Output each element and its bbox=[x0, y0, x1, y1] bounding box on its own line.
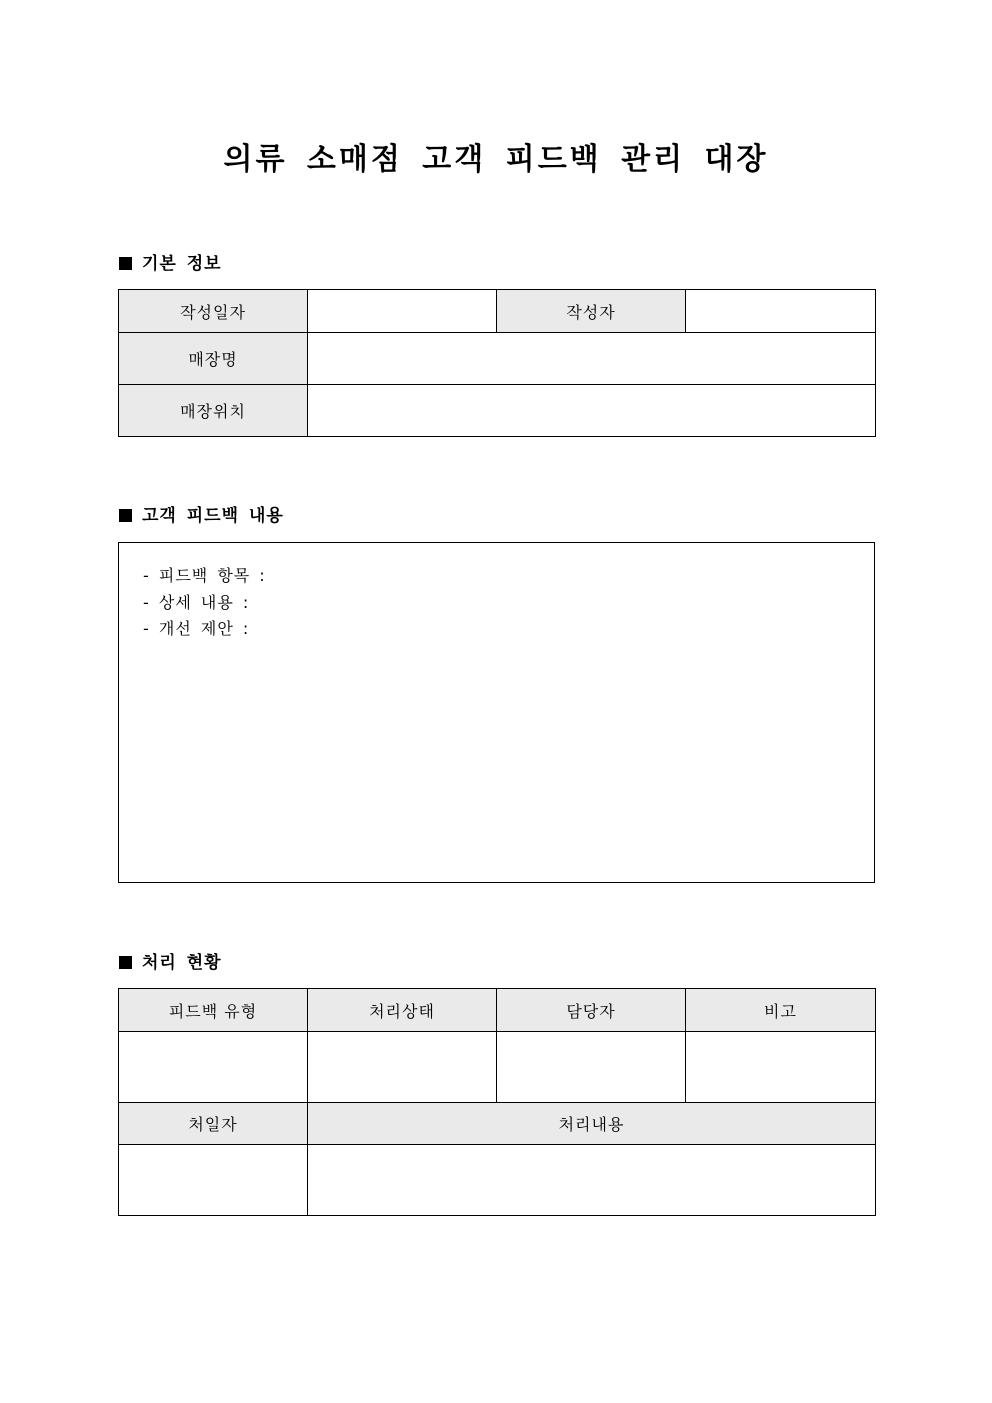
feedback-content-box[interactable] bbox=[118, 542, 875, 883]
author-field[interactable] bbox=[686, 290, 876, 333]
status-field[interactable] bbox=[308, 1032, 497, 1103]
square-bullet-icon bbox=[119, 509, 132, 522]
feedback-type-header: 피드백 유형 bbox=[119, 989, 308, 1032]
processed-date-label: 처일자 bbox=[119, 1103, 308, 1145]
processing-heading-text: 처리 현황 bbox=[142, 953, 222, 973]
assignee-field[interactable] bbox=[497, 1032, 686, 1103]
remarks-field[interactable] bbox=[686, 1032, 876, 1103]
assignee-header: 담당자 bbox=[497, 989, 686, 1032]
author-label: 작성자 bbox=[497, 290, 686, 333]
feedback-heading-text: 고객 피드백 내용 bbox=[142, 506, 284, 526]
feedback-suggestion-line: - 개선 제안 : bbox=[143, 619, 250, 638]
processing-content-field[interactable] bbox=[308, 1145, 876, 1216]
processing-table bbox=[118, 988, 876, 1216]
processing-heading bbox=[119, 952, 222, 974]
basic-info-heading-text: 기본 정보 bbox=[142, 254, 222, 274]
store-name-label: 매장명 bbox=[119, 333, 308, 385]
feedback-type-field[interactable] bbox=[119, 1032, 308, 1103]
basic-info-heading bbox=[119, 253, 222, 275]
store-location-label: 매장위치 bbox=[119, 385, 308, 437]
page-title: 의류 소매점 고객 피드백 관리 대장 bbox=[223, 142, 769, 177]
processed-date-field[interactable] bbox=[119, 1145, 308, 1216]
store-name-field[interactable] bbox=[308, 333, 876, 385]
date-field[interactable] bbox=[308, 290, 497, 333]
store-location-field[interactable] bbox=[308, 385, 876, 437]
remarks-header: 비고 bbox=[686, 989, 876, 1032]
status-header: 처리상태 bbox=[308, 989, 497, 1032]
square-bullet-icon bbox=[119, 257, 132, 270]
feedback-heading bbox=[119, 505, 284, 527]
date-label: 작성일자 bbox=[119, 290, 308, 333]
feedback-detail-line: - 상세 내용 : bbox=[143, 592, 250, 612]
basic-info-table bbox=[118, 289, 876, 437]
feedback-lines bbox=[143, 563, 266, 643]
feedback-item-line: - 피드백 항목 : bbox=[143, 566, 266, 585]
square-bullet-icon bbox=[119, 956, 132, 969]
processing-content-label: 처리내용 bbox=[308, 1103, 876, 1145]
